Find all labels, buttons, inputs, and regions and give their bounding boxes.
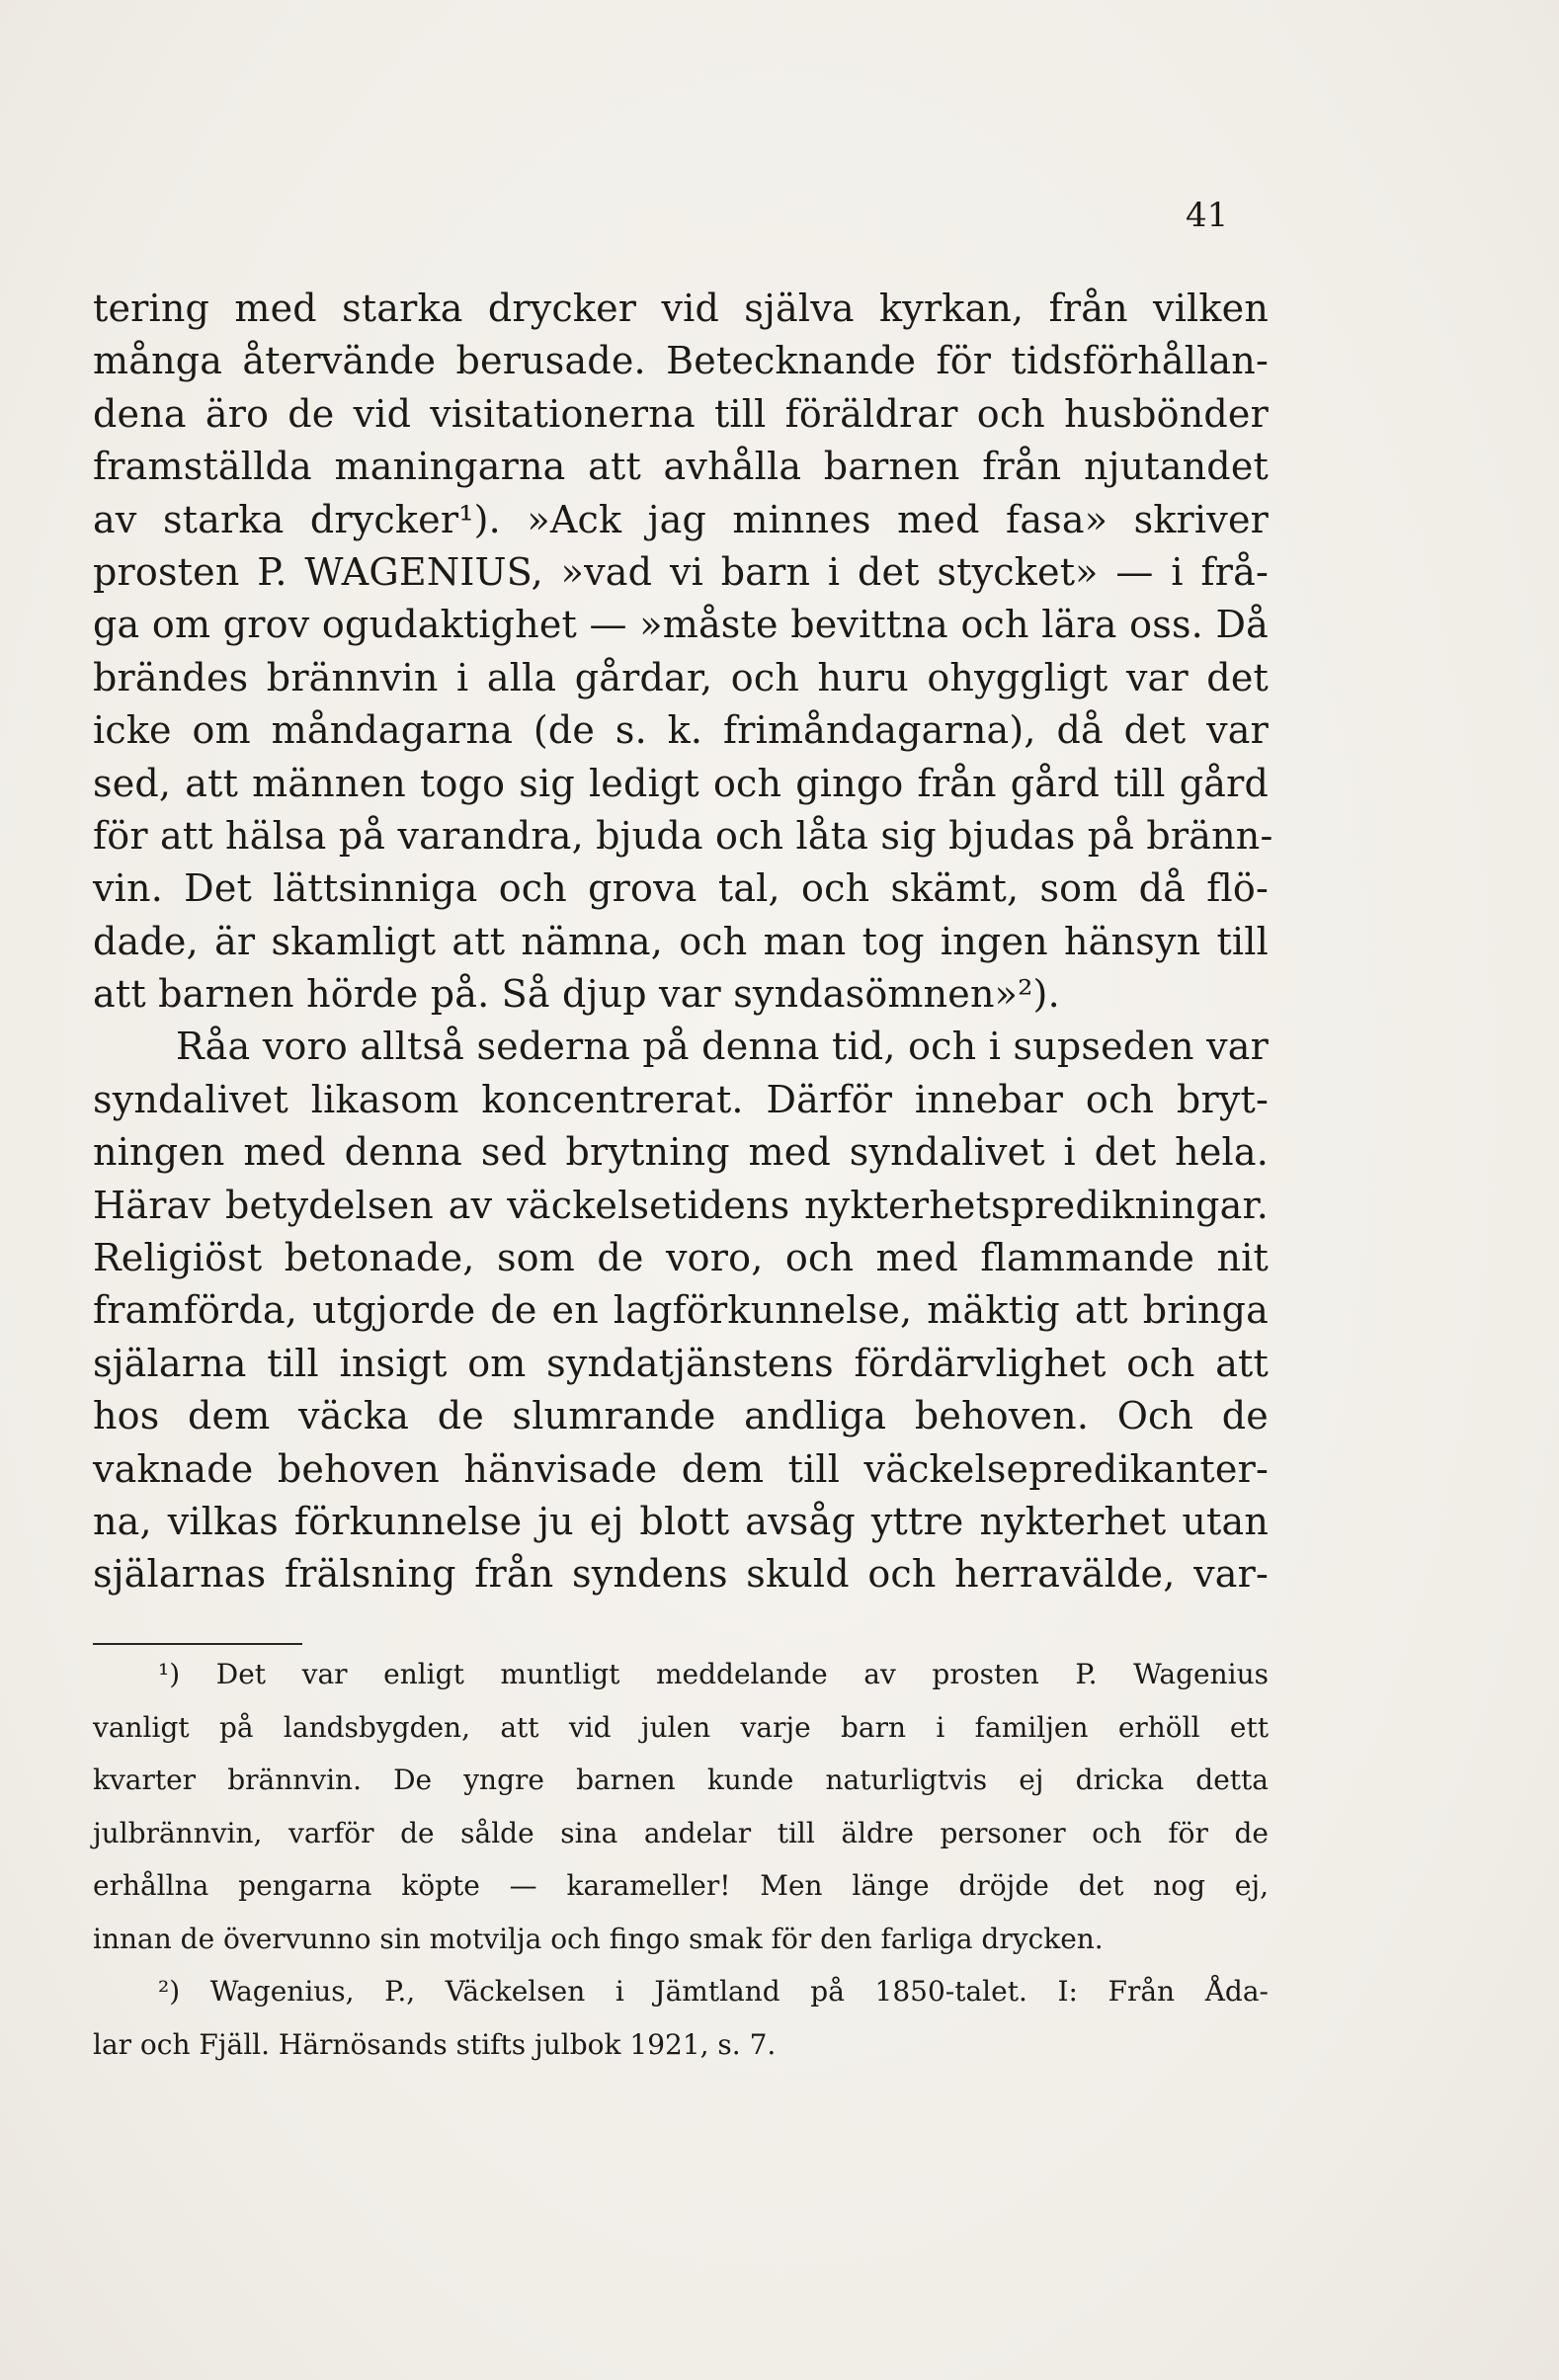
body-line: för att hälsa på varandra, bjuda och låta sig bjudas på bränn- — [93, 813, 1273, 858]
footnote-line: innan de övervunno sin motvilja och fingo smak för den farliga drycken. — [93, 1922, 1104, 1955]
body-line: vin. Det lättsinniga och grova tal, och skämt, som då flö- — [93, 866, 1269, 911]
footnote-line: kvarter brännvin. De yngre barnen kunde naturligtvis ej dricka detta — [93, 1764, 1269, 1796]
body-line: att barnen hörde på. Så djup var syndasömnen»²). — [93, 972, 1060, 1017]
footnote-line: julbrännvin, varför de sålde sina andelar till äldre personer och för de — [93, 1816, 1269, 1849]
footnote-line: vanligt på landsbygden, att vid julen varje barn i familjen erhöll ett — [93, 1710, 1269, 1744]
body-line: dade, är skamligt att nämna, och man tog ingen hänsyn till — [93, 919, 1269, 963]
body-line: na, vilkas förkunnelse ju ej blott avsåg yttre nykterhet utan — [93, 1499, 1269, 1543]
footnote-line: lar och Fjäll. Härnösands stifts julbok 1921, s. 7. — [93, 2027, 777, 2061]
page-number: 41 — [1186, 196, 1229, 235]
body-line: icke om måndagarna (de s. k. frimåndagarna), då det var — [93, 708, 1269, 753]
body-line: prosten P. WAGENIUS, »vad vi barn i det stycket» — i frå- — [93, 549, 1269, 594]
body-line: Religiöst betonade, som de voro, och med flammande nit — [93, 1236, 1269, 1280]
body-line: ningen med denna sed brytning med syndalivet i det hela. — [93, 1130, 1269, 1175]
body-text — [93, 283, 1273, 1601]
body-line: sed, att männen togo sig ledigt och gingo från gård till gård — [93, 761, 1269, 805]
body-line: brändes brännvin i alla gårdar, och huru ohyggligt var det — [93, 655, 1269, 699]
body-line: av starka drycker¹). »Ack jag minnes med fasa» skriver — [93, 497, 1269, 541]
body-line: framförda, utgjorde de en lagförkunnelse, mäktig att bringa — [93, 1288, 1269, 1333]
body-line: vaknade behoven hänvisade dem till väckelsepredikanter- — [93, 1446, 1269, 1491]
body-line: dena äro de vid visitationerna till föräldrar och husbönder — [93, 391, 1269, 436]
body-line: syndalivet likasom koncentrerat. Därför innebar och bryt- — [93, 1077, 1269, 1121]
footnotes — [93, 1648, 1269, 2071]
body-line: många återvände berusade. Betecknande för tidsförhållan- — [93, 339, 1269, 383]
body-line: framställda maningarna att avhålla barnen från njutandet — [93, 445, 1269, 489]
body-line: ga om grov ogudaktighet — »måste bevittna och lära oss. Då — [93, 603, 1269, 647]
body-line: Härav betydelsen av väckelsetidens nykterhetspredikningar. — [93, 1183, 1269, 1227]
body-line: själarnas frälsning från syndens skuld och herravälde, var- — [93, 1552, 1269, 1597]
footnote-line: erhållna pengarna köpte — karameller! Men länge dröjde det nog ej, — [93, 1869, 1269, 1902]
footnote-rule — [93, 1643, 302, 1645]
footnote-line: ²) Wagenius, P., Väckelsen i Jämtland på 1850-talet. I: Från Åda- — [158, 1975, 1269, 2008]
body-line: Råa voro alltså sederna på denna tid, och i supseden var — [176, 1025, 1269, 1069]
body-line: själarna till insigt om syndatjänstens fördärvlighet och att — [93, 1341, 1269, 1385]
body-line: tering med starka drycker vid själva kyrkan, från vilken — [93, 287, 1269, 330]
body-line: hos dem väcka de slumrande andliga behoven. Och de — [93, 1394, 1269, 1438]
footnote-line: ¹) Det var enligt muntligt meddelande av prosten P. Wagenius — [158, 1658, 1269, 1690]
